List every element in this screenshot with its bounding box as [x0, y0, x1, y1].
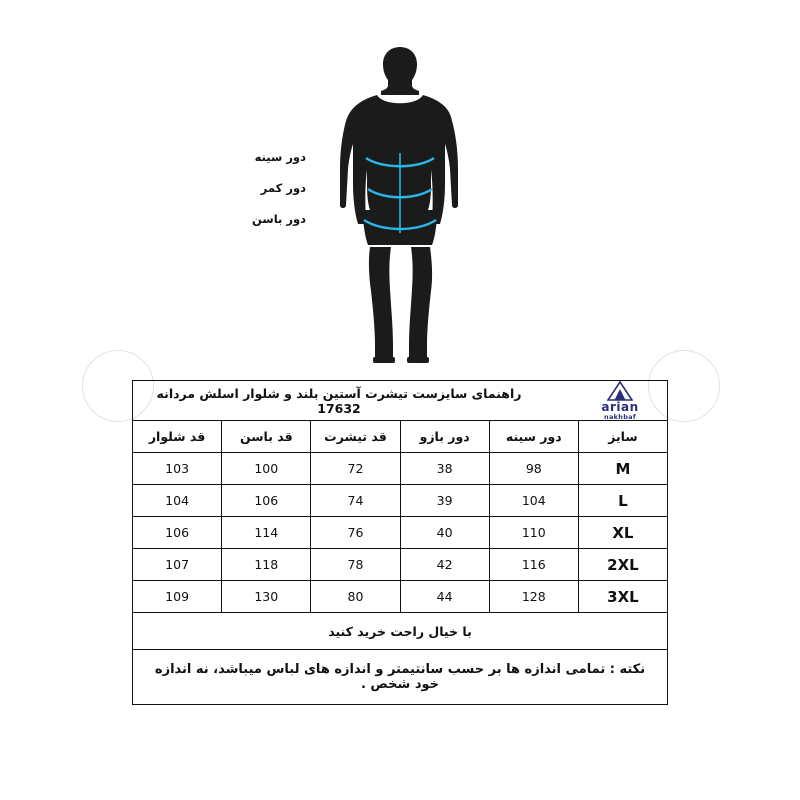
table-title-row — [133, 381, 668, 421]
cell-hip-length: 114 — [222, 517, 311, 549]
size-table-container — [132, 380, 668, 705]
note-message: نکته : تمامی اندازه ها بر حسب سانتیمتر و اندازه های لباس میباشد، نه اندازه خود شخص . — [133, 650, 668, 705]
cell-chest: 98 — [489, 453, 578, 485]
table-row — [133, 517, 668, 549]
cell-pant-length: 107 — [133, 549, 222, 581]
table-title-cell — [133, 381, 668, 421]
cell-shirt-length: 72 — [311, 453, 400, 485]
cell-size: 3XL — [578, 581, 667, 613]
cell-arm: 39 — [400, 485, 489, 517]
table-title: راهنمای سایزست تیشرت آستین بلند و شلوار اسلش مردانه 17632 — [156, 385, 522, 416]
size-chart-figure — [0, 0, 800, 380]
column-header-shirt-length: قد تیشرت — [311, 421, 400, 453]
label-chest: دور سینه — [254, 150, 306, 164]
column-header-hip-length: قد باسن — [222, 421, 311, 453]
table-footer-row — [133, 613, 668, 650]
cell-arm: 40 — [400, 517, 489, 549]
logo-mark-icon — [607, 381, 633, 401]
cell-arm: 38 — [400, 453, 489, 485]
cell-chest: 116 — [489, 549, 578, 581]
cell-pant-length: 103 — [133, 453, 222, 485]
cell-chest: 110 — [489, 517, 578, 549]
label-waist: دور کمر — [260, 181, 306, 195]
logo-name: arian — [601, 400, 639, 414]
footer-message: با خیال راحت خرید کنید — [133, 613, 668, 650]
cell-size: M — [578, 453, 667, 485]
cell-shirt-length: 76 — [311, 517, 400, 549]
cell-pant-length: 109 — [133, 581, 222, 613]
cell-hip-length: 130 — [222, 581, 311, 613]
table-note-row — [133, 650, 668, 705]
cell-size: L — [578, 485, 667, 517]
table-row — [133, 485, 668, 517]
cell-hip-length: 118 — [222, 549, 311, 581]
cell-pant-length: 104 — [133, 485, 222, 517]
table-header-row — [133, 421, 668, 453]
cell-arm: 44 — [400, 581, 489, 613]
column-header-arm: دور بازو — [400, 421, 489, 453]
column-header-pant-length: قد شلوار — [133, 421, 222, 453]
size-table — [132, 380, 668, 705]
logo-subtitle: nakhbaf — [604, 412, 636, 421]
cell-size: 2XL — [578, 549, 667, 581]
table-row — [133, 453, 668, 485]
brand-logo — [583, 381, 657, 420]
cell-hip-length: 100 — [222, 453, 311, 485]
cell-chest: 104 — [489, 485, 578, 517]
cell-chest: 128 — [489, 581, 578, 613]
cell-shirt-length: 78 — [311, 549, 400, 581]
column-header-size: سایز — [578, 421, 667, 453]
column-header-chest: دور سینه — [489, 421, 578, 453]
label-hip: دور باسن — [252, 212, 306, 226]
cell-size: XL — [578, 517, 667, 549]
male-body-silhouette-icon — [330, 45, 470, 365]
cell-hip-length: 106 — [222, 485, 311, 517]
cell-shirt-length: 74 — [311, 485, 400, 517]
cell-shirt-length: 80 — [311, 581, 400, 613]
cell-arm: 42 — [400, 549, 489, 581]
table-row — [133, 581, 668, 613]
table-row — [133, 549, 668, 581]
cell-pant-length: 106 — [133, 517, 222, 549]
